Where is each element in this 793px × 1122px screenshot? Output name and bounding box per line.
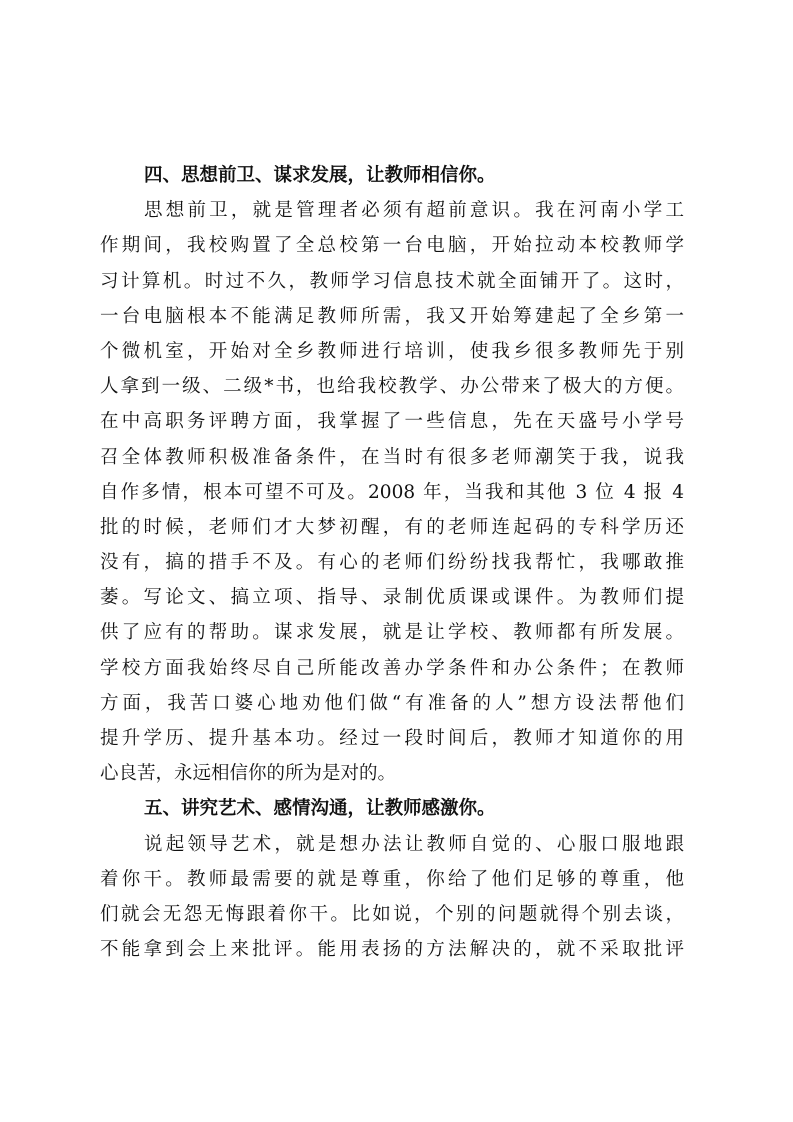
- section-4-line: 作期间，我校购置了全总校第一台电脑，开始拉动本校教师学: [100, 235, 684, 257]
- section-4-line: 习计算机。时过不久，教师学习信息技术就全面铺开了。这时，: [100, 270, 684, 292]
- section-4-line: 召全体教师积极准备条件，在当时有很多老师潮笑于我，说我: [100, 446, 684, 468]
- section-4-line: 心良苦，永远相信你的所为是对的。: [100, 763, 397, 785]
- section-4-line: 在中高职务评聘方面，我掌握了一些信息，先在天盛号小学号: [100, 411, 684, 433]
- section-5-line: 不能拿到会上来批评。能用表扬的方法解决的，就不采取批评: [100, 939, 684, 961]
- section-4-line: 一台电脑根本不能满足教师所需，我又开始筹建起了全乡第一: [100, 305, 684, 327]
- section-4-line: 萎。写论文、搞立项、指导、录制优质课或课件。为教师们提: [100, 587, 684, 609]
- section-4-line: 自作多情，根本可望不可及。2008 年，当我和其他 3 位 4 报 4: [100, 481, 684, 503]
- section-5-line: 们就会无怨无悔跟着你干。比如说，个别的问题就得个别去谈，: [100, 903, 684, 925]
- document-page: [100, 158, 684, 967]
- section-4-line: 提升学历、提升基本功。经过一段时间后，教师才知道你的用: [100, 728, 684, 749]
- section-4-line: 学校方面我始终尽自己所能改善办学条件和办公条件；在教师: [100, 657, 684, 679]
- section-4-line: 批的时候，老师们才大梦初醒，有的老师连起码的专科学历还: [100, 516, 684, 538]
- section-5-heading: 五、讲究艺术、感情沟通，让教师感激你。: [144, 798, 496, 820]
- section-4-line: 思想前卫，就是管理者必须有超前意识。我在河南小学工: [144, 200, 684, 222]
- section-4-line: 个微机室，开始对全乡教师进行培训，使我乡很多教师先于别: [100, 340, 684, 362]
- section-4-line: 没有，搞的措手不及。有心的老师们纷纷找我帮忙，我哪敢推: [100, 552, 684, 574]
- section-5-line: 着你干。教师最需要的就是尊重，你给了他们足够的尊重，他: [100, 868, 684, 890]
- section-4-line: 供了应有的帮助。谋求发展，就是让学校、教师都有所发展。: [100, 622, 684, 644]
- section-4-heading: 四、思想前卫、谋求发展，让教师相信你。: [144, 165, 496, 186]
- section-5-line: 说起领导艺术，就是想办法让教师自觉的、心服口服地跟: [144, 833, 684, 855]
- section-4-line: 人拿到一级、二级*书，也给我校教学、办公带来了极大的方便。: [100, 376, 684, 398]
- section-4-line: 方面，我苦口婆心地劝他们做“有准备的人”想方设法帮他们: [100, 692, 684, 714]
